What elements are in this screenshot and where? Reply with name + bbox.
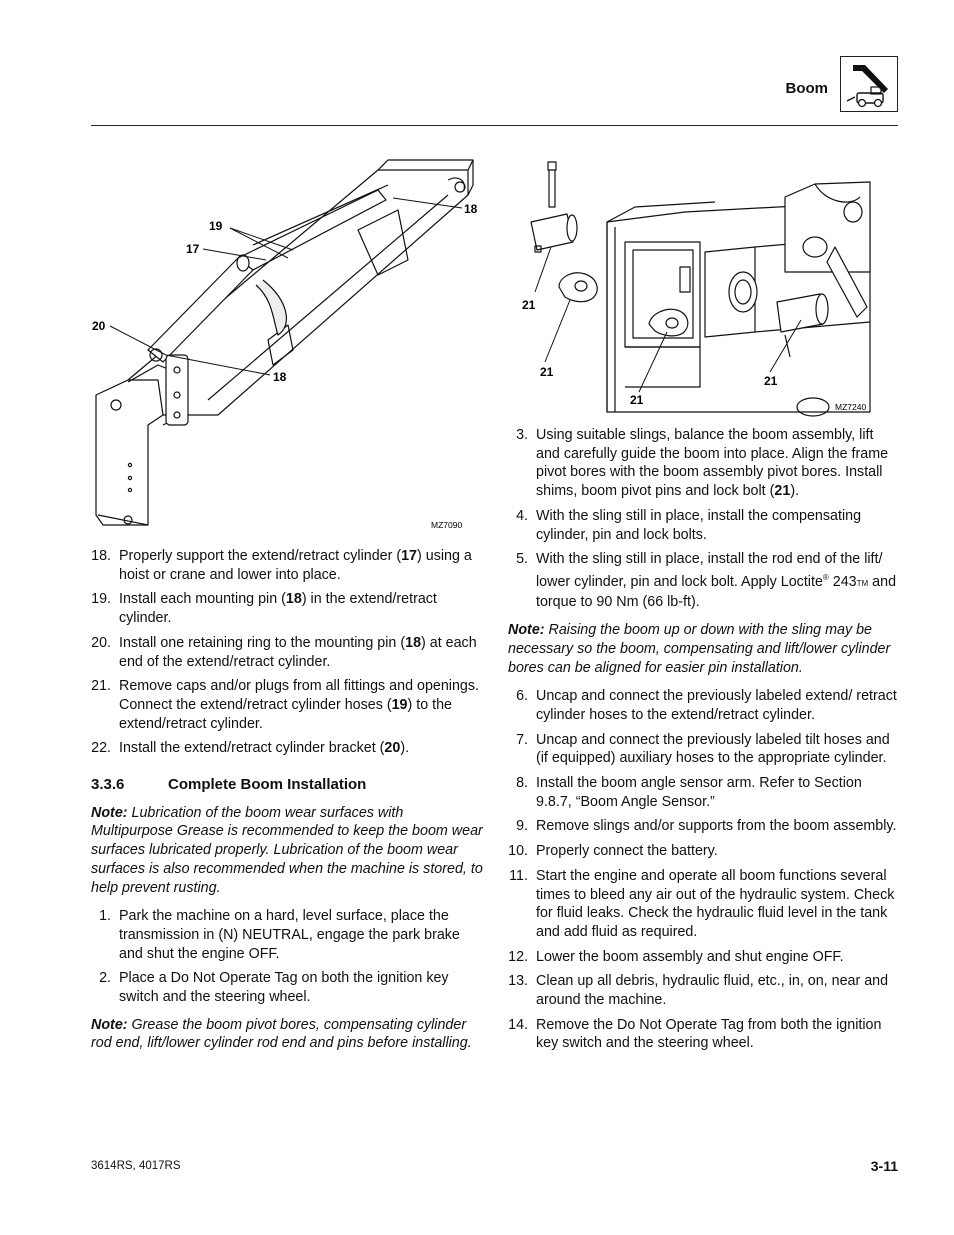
step-ref: 18 (285, 591, 302, 608)
list-item (508, 687, 900, 724)
step-number: 13. (508, 973, 528, 990)
step-number: 18. (91, 548, 111, 564)
step-ref: 18 (405, 634, 422, 651)
step-number: 10. (508, 843, 528, 860)
step-number: 3. (516, 427, 528, 443)
note (91, 1016, 483, 1053)
step-text: ) in the extend/retract cylinder. (119, 591, 437, 627)
step-text: Clean up all debris, hydraulic fluid, etc., in, on, near and around the machine. (536, 973, 889, 1009)
step-text: ) using a hoist or crane and lower into place. (119, 548, 472, 583)
step-text: Properly connect the battery. (536, 843, 718, 860)
step-number: 4. (516, 507, 528, 524)
list-item (91, 547, 483, 584)
step-text: Place a Do Not Operate Tag on both the ignition key switch and the steering wheel. (119, 970, 449, 1006)
footer-models: 3614RS, 4017RS (91, 1160, 181, 1172)
list-item (91, 969, 483, 1006)
step-text: and torque to 90 Nm (66 lb-ft). (536, 573, 897, 611)
trademark-mark: TM (856, 578, 869, 588)
step-text: Install the extend/retract cylinder bracket ( (119, 740, 385, 757)
right-column (508, 426, 900, 1059)
step-text: ). (400, 740, 410, 757)
step-text: With the sling still in place, install the rod end of the lift/ lower cylinder, pin and lock bolt. Apply Loctite (536, 551, 883, 590)
callout-21-c: 21 (630, 393, 644, 407)
note-text: Raising the boom up or down with the sling may be necessary so the boom, compensating and lift/lower cylinder bores can be aligned for easier pin installation. (508, 622, 891, 676)
step-text: Install each mounting pin ( (119, 591, 286, 608)
section-title: Boom (785, 80, 828, 97)
step-text: Using suitable slings, balance the boom assembly, lift and carefully guide the boom into place. Align the frame pivot bores with the boom assembly pivot bores. Install shims, boom pivot pins and lock bolt ( (536, 427, 889, 500)
step-number: 11. (509, 867, 528, 884)
list-item (508, 867, 900, 942)
step-text: ) to the extend/retract cylinder. (119, 696, 452, 732)
step-number: 9. (516, 818, 528, 835)
note (508, 621, 900, 677)
callout-21-b: 21 (540, 365, 554, 379)
step-text: 243 (828, 573, 857, 590)
registered-mark: ® (822, 572, 829, 582)
list-item (508, 842, 900, 861)
step-text: Uncap and connect the previously labeled extend/ retract cylinder hoses to the extend/retract cylinder. (536, 688, 897, 723)
step-ref: 17 (401, 548, 418, 564)
step-text: Start the engine and operate all boom functions several times to bleed any air out of the hydraulic system. Check for fluid leaks. Check the hydraulic fluid level in the tank and add fluid as required. (536, 867, 895, 940)
step-number: 5. (516, 551, 528, 568)
step-text: ) at each end of the extend/retract cylinder. (119, 634, 477, 670)
list-item (91, 907, 483, 963)
section-number: 3.3.6 (91, 776, 125, 794)
callout-19: 19 (209, 219, 223, 233)
step-number: 14. (508, 1016, 528, 1033)
step-text: Properly support the extend/retract cylinder ( (119, 548, 402, 564)
step-number: 22. (91, 740, 111, 757)
list-item (508, 774, 900, 811)
list-item (508, 972, 900, 1009)
section-heading (91, 776, 483, 795)
note (91, 804, 483, 898)
list-item (508, 507, 900, 544)
list-item (508, 817, 900, 836)
callout-21-d: 21 (764, 374, 778, 388)
step-number: 8. (516, 775, 528, 792)
callout-17: 17 (186, 242, 200, 256)
figure-boom-pivot (515, 152, 875, 417)
step-number: 19. (91, 591, 111, 608)
step-text: ). (790, 483, 800, 500)
figure-boom-cylinder (88, 150, 478, 535)
step-number: 1. (99, 908, 111, 925)
step-text: Uncap and connect the previously labeled tilt hoses and (if equipped) auxiliary hoses to the appropriate cylinder. (536, 731, 890, 767)
callout-20: 20 (92, 319, 106, 333)
note-label: Note: (508, 622, 545, 639)
step-number: 21. (91, 678, 111, 695)
step-text: Install one retaining ring to the mounting pin ( (119, 634, 406, 651)
step-text: With the sling still in place, install the compensating cylinder, pin and lock bolts. (536, 507, 862, 543)
step-number: 6. (516, 688, 528, 705)
step-text: Install the boom angle sensor arm. Refer to Section 9.8.7, “Boom Angle Sensor.” (536, 775, 862, 810)
step-text: Lower the boom assembly and shut engine OFF. (536, 948, 844, 965)
left-column (91, 547, 483, 1063)
note-label: Note: (91, 1016, 128, 1033)
section-title-text: Complete Boom Installation (168, 776, 367, 794)
step-number: 7. (516, 731, 528, 748)
list-item (91, 590, 483, 627)
list-item (508, 1016, 900, 1053)
page-number: 3-11 (870, 1158, 898, 1174)
note-text: Lubrication of the boom wear surfaces with Multipurpose Grease is recommended to keep the boom wear surfaces lubricated properly. Lubrication of the boom wear surfaces is also recommended when the machine is stored, to help prevent rusting. (91, 804, 483, 896)
list-item (508, 731, 900, 768)
step-number: 20. (91, 634, 111, 651)
step-ref: 21 (774, 483, 791, 500)
figure-code: MZ7240 (835, 402, 867, 412)
step-number: 2. (99, 970, 111, 987)
step-ref: 19 (391, 696, 408, 713)
callout-18-bottom: 18 (273, 370, 287, 384)
step-number: 12. (508, 948, 528, 965)
step-text: Remove slings and/or supports from the boom assembly. (536, 818, 897, 835)
list-item (508, 550, 900, 612)
figure-code: MZ7090 (431, 520, 463, 530)
step-text: Remove the Do Not Operate Tag from both the ignition key switch and the steering wheel. (536, 1016, 882, 1052)
step-ref: 20 (384, 740, 401, 757)
list-item (91, 634, 483, 671)
boom-section-icon (840, 56, 898, 112)
step-text: Remove caps and/or plugs from all fittings and openings. Connect the extend/retract cylinder hoses ( (119, 678, 480, 713)
header-divider (91, 125, 898, 126)
step-text: Park the machine on a hard, level surface, place the transmission in (N) NEUTRAL, engage the park brake and shut the engine OFF. (119, 908, 460, 962)
list-item (508, 948, 900, 967)
callout-21-a: 21 (522, 298, 536, 312)
note-text: Grease the boom pivot bores, compensating cylinder rod end, lift/lower cylinder rod end and pins before installing. (91, 1016, 472, 1052)
list-item (91, 677, 483, 733)
note-label: Note: (91, 804, 128, 821)
list-item (508, 426, 900, 501)
callout-18-top: 18 (464, 202, 478, 216)
list-item (91, 739, 483, 758)
